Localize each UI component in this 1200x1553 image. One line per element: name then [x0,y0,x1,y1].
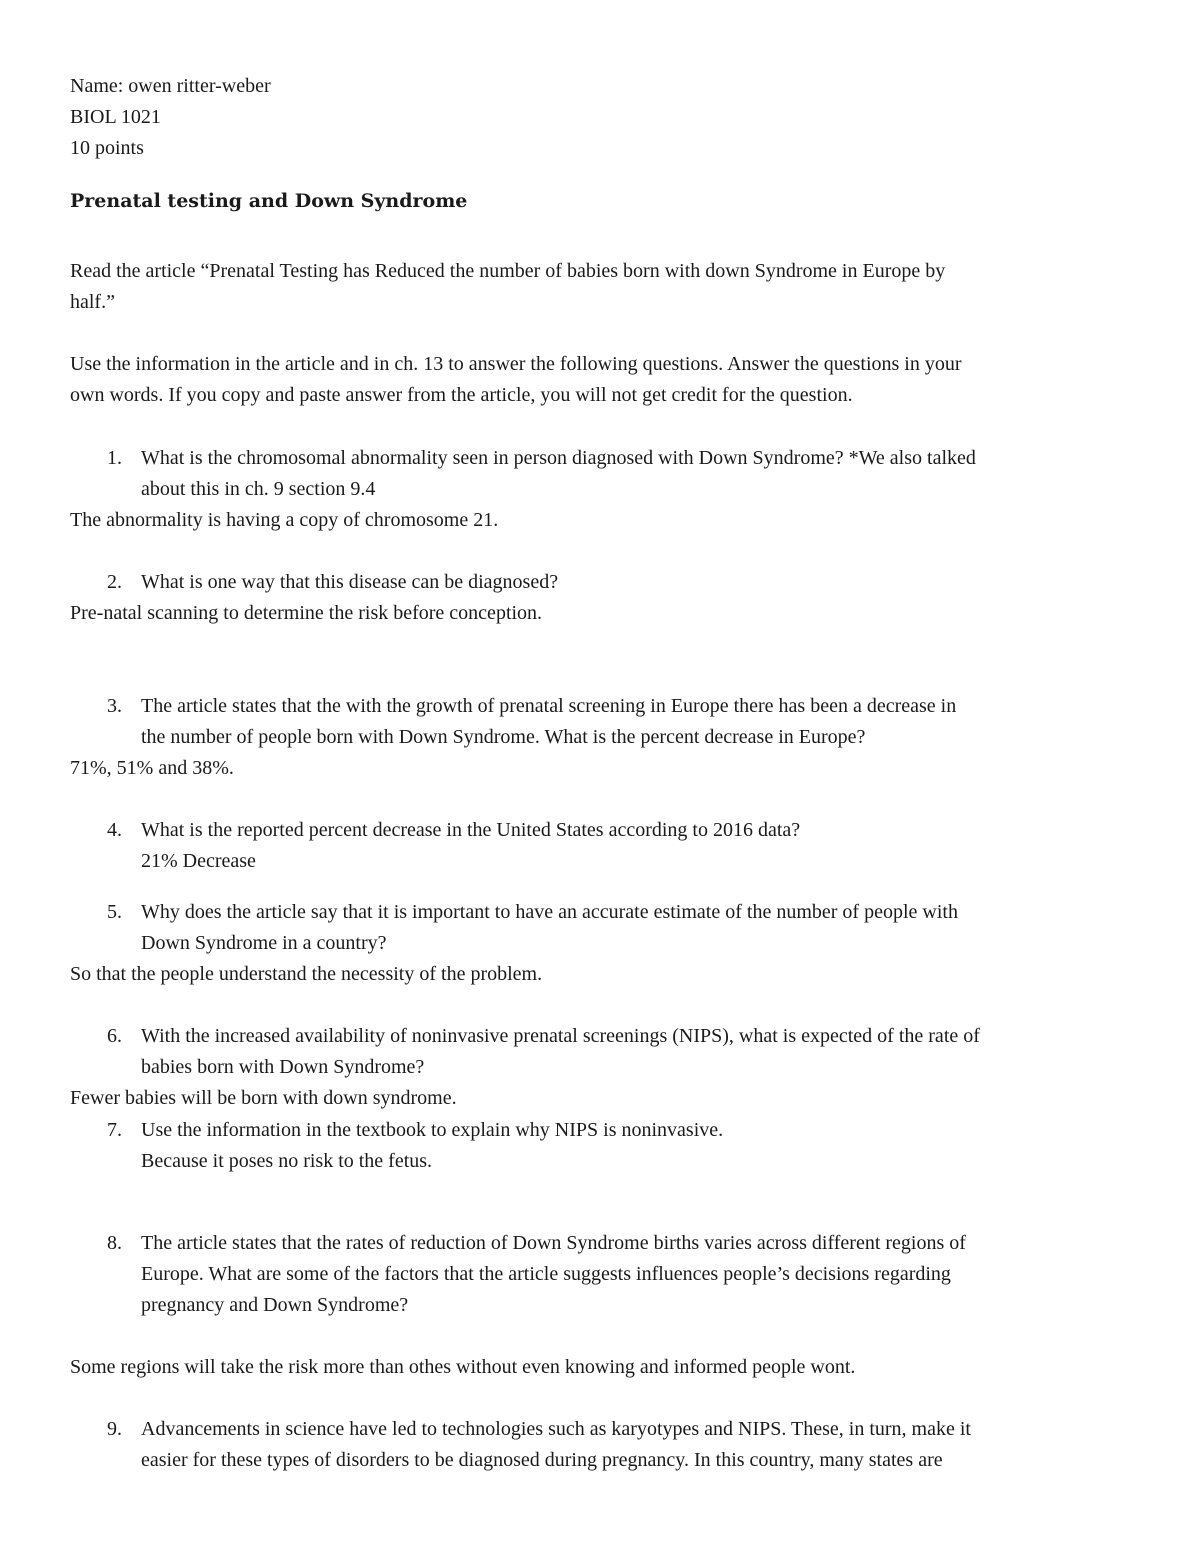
question-9-line-1: Advancements in science have led to technologies such as karyotypes and NIPS. These, in turn, make it [141,1418,971,1440]
question-6-line-2: babies born with Down Syndrome? [141,1056,425,1078]
question-2-line-1: What is one way that this disease can be diagnosed? [141,571,559,593]
question-5-line-2: Down Syndrome in a country? [141,932,387,954]
question-8-line-3: pregnancy and Down Syndrome? [141,1294,409,1316]
question-5-answer: So that the people understand the necessity of the problem. [70,963,543,985]
question-5-line-1: Why does the article say that it is important to have an accurate estimate of the number of people with [141,901,958,923]
intro-use-line-2: own words. If you copy and paste answer from the article, you will not get credit for the question. [70,384,853,406]
intro-read-line-1: Read the article “Prenatal Testing has Reduced the number of babies born with down Syndrome in Europe by [70,260,946,282]
question-3-line-1: The article states that the with the growth of prenatal screening in Europe there has been a decrease in [141,695,957,717]
question-4-number: 4. [107,819,122,841]
question-6-number: 6. [107,1025,122,1047]
question-8-line-1: The article states that the rates of reduction of Down Syndrome births varies across different regions of [141,1232,966,1254]
question-6-answer: Fewer babies will be born with down syndrome. [70,1087,457,1109]
question-8-line-2: Europe. What are some of the factors that the article suggests influences people’s decisions regarding [141,1263,951,1285]
question-8-number: 8. [107,1232,122,1254]
intro-use-line-1: Use the information in the article and in ch. 13 to answer the following questions. Answer the questions in your [70,353,962,375]
question-1-line-2: about this in ch. 9 section 9.4 [141,478,376,500]
question-5-number: 5. [107,901,122,923]
course-code: BIOL 1021 [70,106,161,128]
question-7-line-1: Use the information in the textbook to explain why NIPS is noninvasive. [141,1119,724,1141]
question-1-answer: The abnormality is having a copy of chromosome 21. [70,509,499,531]
question-2-number: 2. [107,571,122,593]
intro-read-line-2: half.” [70,291,115,313]
question-7-answer: Because it poses no risk to the fetus. [141,1150,433,1172]
question-3-number: 3. [107,695,122,717]
question-6-line-1: With the increased availability of noninvasive prenatal screenings (NIPS), what is expected of the rate of [141,1025,980,1047]
question-3-line-2: the number of people born with Down Syndrome. What is the percent decrease in Europe? [141,726,866,748]
question-4-line-1: What is the reported percent decrease in the United States according to 2016 data? [141,819,801,841]
question-7-number: 7. [107,1119,122,1141]
question-8-answer: Some regions will take the risk more than othes without even knowing and informed people wont. [70,1356,856,1378]
question-3-answer: 71%, 51% and 38%. [70,757,234,779]
question-1-number: 1. [107,447,122,469]
question-1-line-1: What is the chromosomal abnormality seen in person diagnosed with Down Syndrome? *We also talked [141,447,976,469]
points-value: 10 points [70,137,144,159]
student-name: Name: owen ritter-weber [70,75,271,97]
question-9-line-2: easier for these types of disorders to be diagnosed during pregnancy. In this country, many states are [141,1449,943,1471]
question-9-number: 9. [107,1418,122,1440]
question-2-answer: Pre-natal scanning to determine the risk before conception. [70,602,543,624]
document-title: Prenatal testing and Down Syndrome [70,190,468,212]
question-4-answer: 21% Decrease [141,850,256,872]
